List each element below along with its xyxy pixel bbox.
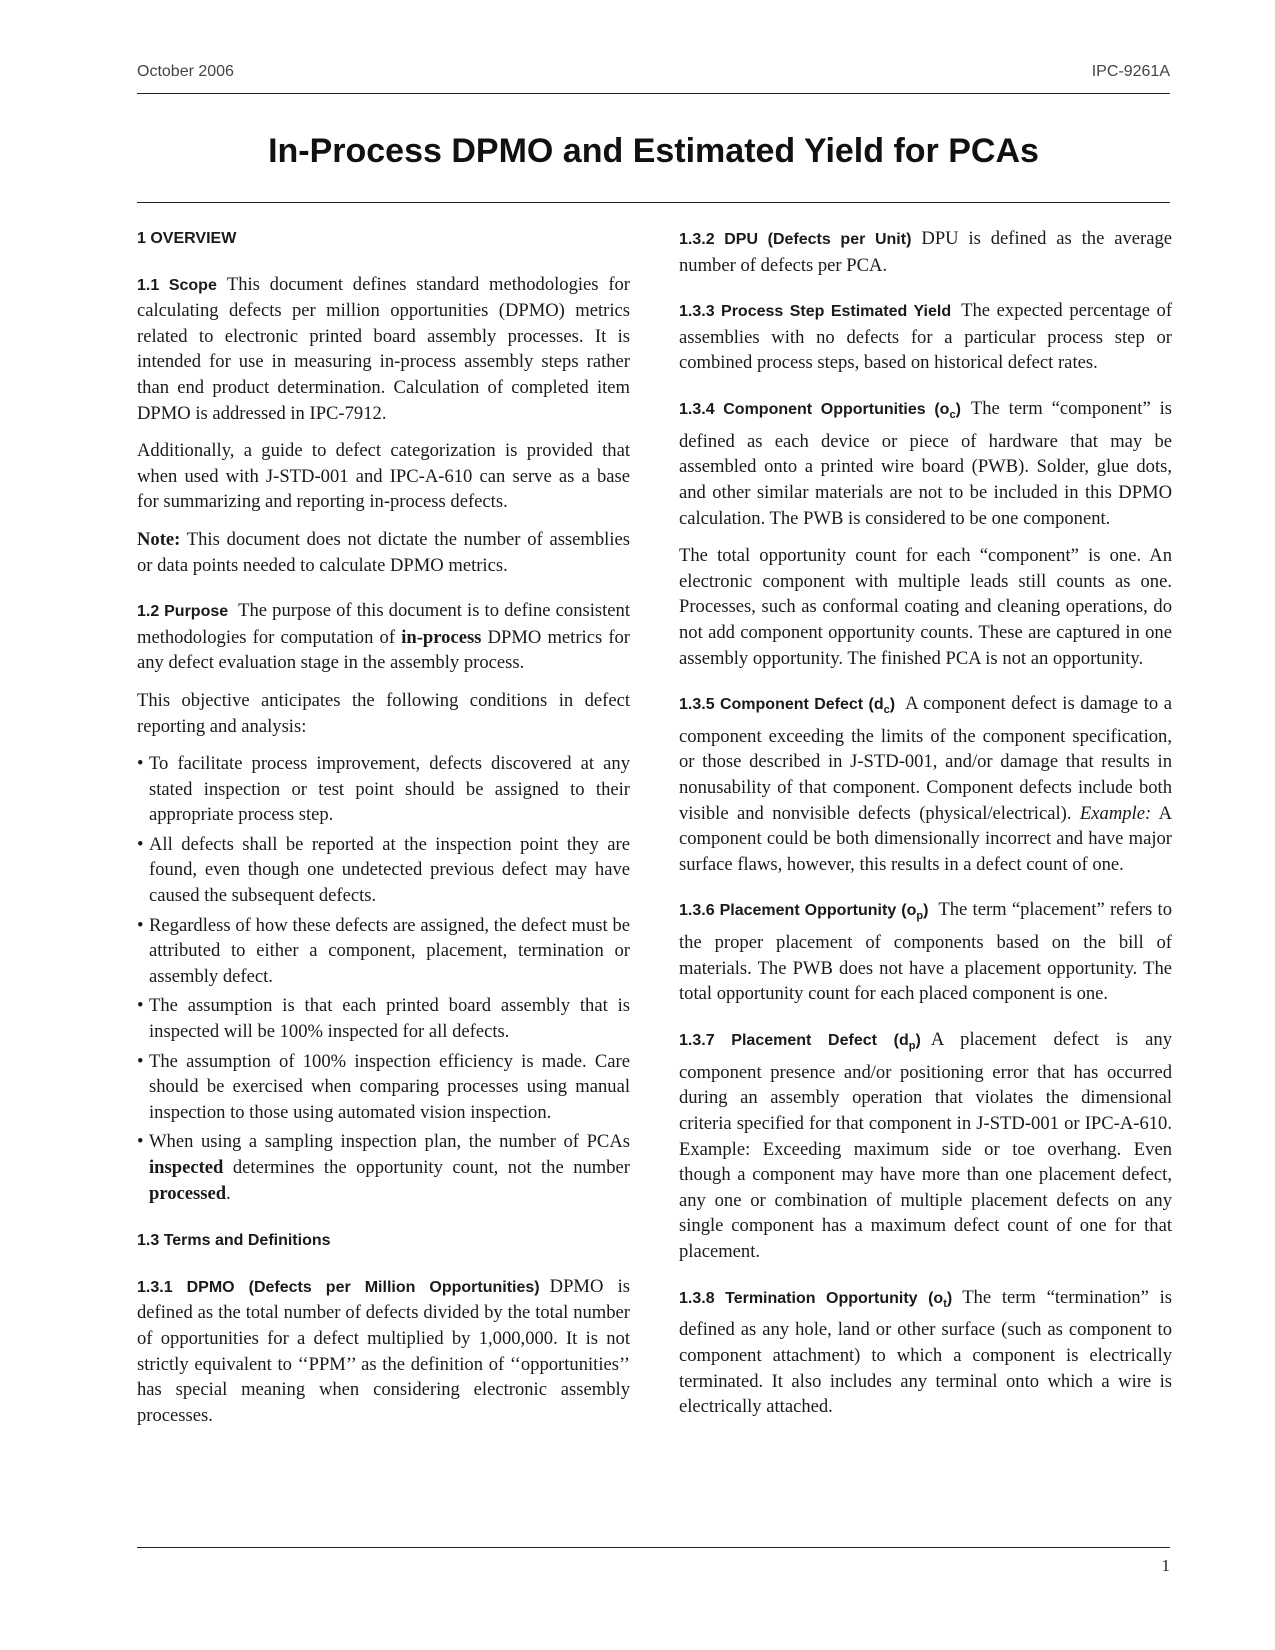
left-column bbox=[137, 226, 630, 1440]
label-subscript: p bbox=[916, 910, 924, 923]
header-date: October 2006 bbox=[137, 63, 234, 80]
scope-text: This document defines standard methodologies for calculating defects per million opportunities (DPMO) metrics related to electronic printed board assembly processes. It is intended for use in measuring in-process assembly steps rather than end product determination. Calculation of completed item DPMO is addressed in IPC-7912. bbox=[137, 273, 631, 424]
label-subscript: c bbox=[883, 704, 890, 717]
purpose-label: 1.2 Purpose bbox=[137, 603, 229, 621]
note-label: Note: bbox=[137, 528, 181, 550]
list-item-period: . bbox=[226, 1182, 231, 1204]
scope-label: 1.1 Scope bbox=[137, 276, 217, 294]
additional-paragraph: Additionally, a guide to defect categorization is provided that when used with J-STD-001 and IPC-A-610 can serve as a base for summarizing and reporting in-process defects. bbox=[137, 440, 630, 513]
bold-inspected: inspected bbox=[149, 1157, 224, 1178]
placement-defect-label bbox=[679, 1032, 921, 1053]
component-opportunities-paragraph-2: The total opportunity count for each “component” is one. An electronic component with multiple leads still counts as one. Processes, such as conformal coating and cleaning operations, do not add component opportunity counts. These are captured in one assembly opportunity. The finished PCA is not an opportunity. bbox=[679, 545, 1172, 669]
termination-opportunity-text: The term “termination” is defined as any hole, land or other surface (such as component to component attachment) to which a component is electrically terminated. It also includes any terminal onto which a wire is electrically attached. bbox=[679, 1286, 1172, 1418]
bullet-dot: • bbox=[137, 833, 144, 855]
page-number: 1 bbox=[1161, 1556, 1170, 1575]
placement-opportunity-text: The term “placement” refers to the proper placement of components based on the bill of materials. The PWB does not have a placement opportunity. The total opportunity count for each placed component is one. bbox=[679, 899, 1172, 1005]
bullet-dot: • bbox=[137, 995, 144, 1017]
document-title: In-Process DPMO and Estimated Yield for PCAs bbox=[268, 132, 1039, 170]
label-text: 1.3.8 Termination Opportunity (o bbox=[679, 1289, 944, 1307]
scope-paragraph bbox=[137, 272, 630, 427]
list-item bbox=[137, 751, 630, 828]
list-item bbox=[137, 993, 630, 1044]
overview-heading: 1 OVERVIEW bbox=[137, 230, 237, 247]
dpmo-paragraph bbox=[137, 1274, 630, 1429]
label-close: ) bbox=[923, 902, 929, 920]
right-column bbox=[679, 226, 1172, 1432]
purpose-text-cont: DPMO metrics for any defect evaluation stage in the assembly process. bbox=[137, 626, 630, 674]
list-item bbox=[137, 832, 630, 909]
label-text: 1.3.4 Component Opportunities (o bbox=[679, 400, 950, 418]
label-subscript: p bbox=[908, 1040, 916, 1053]
label-subscript: t bbox=[943, 1297, 947, 1310]
list-item bbox=[137, 913, 630, 990]
component-opportunities-paragraph bbox=[679, 396, 1172, 531]
note-paragraph bbox=[137, 527, 630, 578]
purpose-text: The purpose of this document is to define consistent methodologies for computation of bbox=[137, 600, 631, 648]
placement-defect-text: A placement defect is any component presence and/or positioning error that has occurred during an assembly operation that violates the dimensional criteria specified for that component in J-STD-001 or IPC-A-610. Example: Exceeding maximum side or toe overhang. Even though a component may have more than one placement defect, any one or combination of multiple placement defects on any single component has a maximum defect count of one for that placement. bbox=[679, 1029, 1173, 1262]
bullet-dot: • bbox=[137, 914, 144, 936]
list-item-text: Regardless of how these defects are assigned, the defect must be attributed to either a component, placement, termination or assembly defect. bbox=[149, 914, 630, 987]
dpmo-label: 1.3.1 DPMO (Defects per Million Opportunities) bbox=[137, 1278, 540, 1296]
example-label: Example: bbox=[1079, 802, 1152, 824]
label-text: 1.3.7 Placement Defect (d bbox=[679, 1032, 909, 1049]
label-close: ) bbox=[955, 400, 961, 418]
bold-processed: processed bbox=[149, 1182, 227, 1204]
component-opportunities-text: The term “component” is defined as each device or piece of hardware that may be assembled onto a printed wire board (PWB). Solder, glue dots, and other similar materials are not to be included in this DPMO calculation. The PWB is considered to be one component. bbox=[679, 397, 1172, 529]
component-defect-paragraph bbox=[679, 691, 1172, 877]
list-item-text: To facilitate process improvement, defects discovered at any stated inspection or test point should be assigned to their appropriate process step. bbox=[149, 753, 630, 826]
dpu-label: 1.3.2 DPU (Defects per Unit) bbox=[679, 231, 912, 248]
list-item bbox=[137, 1049, 630, 1126]
label-close: ) bbox=[946, 1289, 953, 1307]
dpu-paragraph bbox=[679, 226, 1172, 278]
bullet-dot: • bbox=[137, 753, 144, 775]
label-text: 1.3.5 Component Defect (d bbox=[679, 696, 884, 714]
list-item-text: When using a sampling inspection plan, the number of PCAs bbox=[149, 1131, 630, 1153]
component-opportunities-label bbox=[679, 400, 961, 422]
termination-opportunity-label bbox=[679, 1289, 953, 1310]
label-text: 1.3.6 Placement Opportunity (o bbox=[679, 902, 917, 920]
yield-paragraph bbox=[679, 298, 1172, 376]
component-defect-text-cont: A component could be both dimensionally incorrect and have major surface flaws, however, this results in a defect count of one. bbox=[679, 802, 1172, 875]
placement-opportunity-paragraph bbox=[679, 897, 1172, 1007]
dpmo-text: DPMO is defined as the total number of defects divided by the total number of opportunities for a defect multiplied by 1,000,000. It is not strictly equivalent to ‘‘PPM’’ as the definition of ‘‘opportunities’’ has special meaning when considering electronic assembly processes. bbox=[137, 1275, 631, 1426]
header-doc-id: IPC-9261A bbox=[1091, 63, 1170, 80]
yield-label: 1.3.3 Process Step Estimated Yield bbox=[679, 303, 952, 321]
component-defect-label bbox=[679, 696, 896, 717]
terms-heading: 1.3 Terms and Definitions bbox=[137, 1232, 331, 1250]
footer-divider bbox=[137, 1547, 1170, 1548]
label-close: ) bbox=[889, 696, 896, 714]
conditions-list bbox=[137, 751, 630, 1206]
objective-paragraph: This objective anticipates the following conditions in defect reporting and analysis: bbox=[137, 689, 630, 737]
note-text: This document does not dictate the number of assemblies or data points needed to calculate DPMO metrics. bbox=[137, 528, 630, 576]
page-header bbox=[137, 63, 1170, 94]
list-item bbox=[137, 1129, 630, 1206]
bullet-dot: • bbox=[137, 1131, 144, 1153]
list-item-text-cont: determines the opportunity count, not the number bbox=[232, 1157, 630, 1178]
termination-opportunity-paragraph bbox=[679, 1285, 1172, 1420]
label-close: ) bbox=[915, 1032, 921, 1049]
placement-opportunity-label bbox=[679, 902, 929, 923]
title-divider bbox=[137, 202, 1170, 203]
placement-defect-paragraph bbox=[679, 1027, 1172, 1265]
dpu-text: DPU is defined as the average number of defects per PCA. bbox=[679, 228, 1172, 276]
list-item-text: The assumption is that each printed board assembly that is inspected will be 100% inspected for all defects. bbox=[149, 995, 630, 1043]
yield-text: The expected percentage of assemblies with no defects for a particular process step or combined process steps, based on historical defect rates. bbox=[679, 300, 1173, 374]
purpose-paragraph bbox=[137, 598, 630, 676]
list-item-text: The assumption of 100% inspection efficiency is made. Care should be exercised when comparing processes using manual inspection to those using automated vision inspection. bbox=[149, 1050, 630, 1123]
bullet-dot: • bbox=[137, 1050, 144, 1072]
list-item-text: All defects shall be reported at the inspection point they are found, even though one undetected previous defect may have caused the subsequent defects. bbox=[149, 833, 630, 907]
component-defect-text: A component defect is damage to a component exceeding the limits of the component specification, or those described in J-STD-001, and/or damage that results in nonusability of that component. Component defects include both visible and nonvisible defects (physical/electrical). bbox=[679, 693, 1172, 824]
label-subscript: c bbox=[949, 409, 956, 422]
purpose-bold: in-process bbox=[401, 626, 482, 648]
